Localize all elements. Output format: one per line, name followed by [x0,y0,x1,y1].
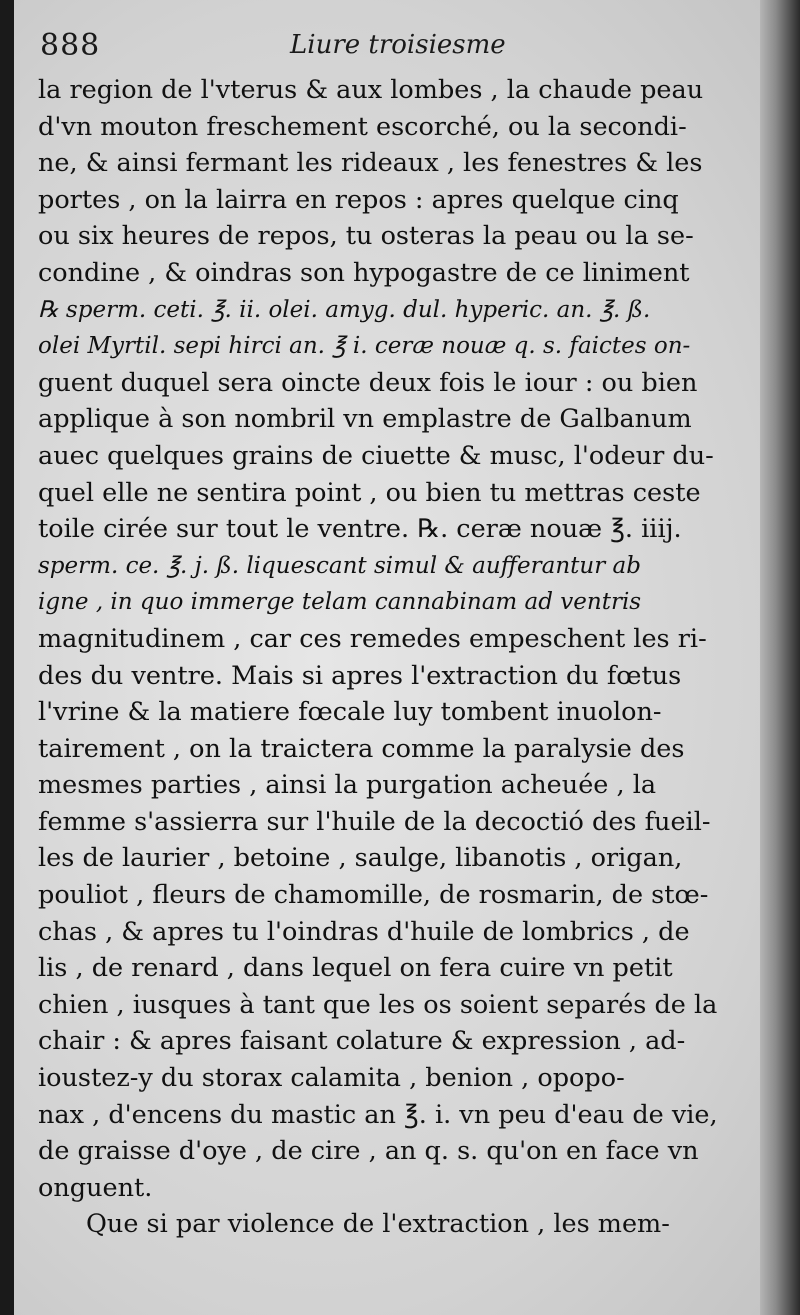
text-line: lis , de renard , dans lequel on fera cuire vn petit [38,953,673,984]
text-line: magnitudinem , car ces remedes empeschent les ri- [38,623,707,654]
text-line: toile cirée sur tout le ventre. ℞. ceræ nouæ ℥. iiij. [38,514,682,545]
text-line: igne , in quo immerge telam cannabinam ad ventris [38,589,642,616]
text-line: ℞ sperm. ceti. ℥. ii. olei. amyg. dul. hyperic. an. ℥. ß. [38,296,651,323]
page-edge-shadow [760,0,800,1315]
text-line: les de laurier , betoine , saulge, libanotis , origan, [38,843,683,874]
text-line: tairement , on la traictera comme la paralysie des [38,733,685,764]
text-line: ou six heures de repos, tu osteras la peau ou la se- [38,221,694,252]
text-line: onguent. [38,1172,153,1203]
text-line: ioustez-y du storax calamita , benion , opopo- [38,1063,625,1094]
text-line: la region de l'vterus & aux lombes , la chaude peau [38,75,704,105]
text-line: olei Myrtil. sepi hirci an. ℥ i. ceræ nouæ q. s. faictes on- [38,333,691,360]
text-line: l'vrine & la matiere fœcale luy tombent inuolon- [38,697,662,728]
page-header [40,28,740,68]
text-line: mesmes parties , ainsi la purgation acheuée , la [38,770,657,801]
text-line: pouliot , fleurs de chamomille, de rosmarin, de stœ- [38,880,709,911]
text-line: d'vn mouton freschement escorché, ou la secondi- [38,111,687,142]
text-line: condine , & oindras son hypogastre de ce liniment [38,257,690,288]
text-line: Que si par violence de l'extraction , les mem- [86,1209,670,1240]
text-line: portes , on la lairra en repos : apres quelque cinq [38,184,679,215]
text-line: sperm. ce. ℥. j. ß. liquescant simul & aufferantur ab [38,552,641,579]
page-number: 888 [40,28,101,63]
text-line: femme s'assierra sur l'huile de la decoctió des fueil- [38,806,711,837]
running-title: Liure troisiesme [290,30,506,60]
body-text [38,72,718,1243]
text-line: chas , & apres tu l'oindras d'huile de lombrics , de [38,916,690,947]
text-line: des du ventre. Mais si apres l'extraction du fœtus [38,660,682,691]
text-line: chair : & apres faisant colature & expression , ad- [38,1026,686,1057]
text-line: ne, & ainsi fermant les rideaux , les fenestres & les [38,148,703,179]
text-line: nax , d'encens du mastic an ℥. i. vn peu d'eau de vie, [38,1099,718,1130]
text-line: applique à son nombril vn emplastre de Galbanum [38,404,692,435]
text-line: auec quelques grains de ciuette & musc, l'odeur du- [38,440,714,471]
text-line: guent duquel sera oincte deux fois le iour : ou bien [38,367,698,398]
text-line: chien , iusques à tant que les os soient separés de la [38,989,718,1020]
text-line: de graisse d'oye , de cire , an q. s. qu'on en face vn [38,1136,699,1167]
text-line: quel elle ne sentira point , ou bien tu mettras ceste [38,477,701,508]
